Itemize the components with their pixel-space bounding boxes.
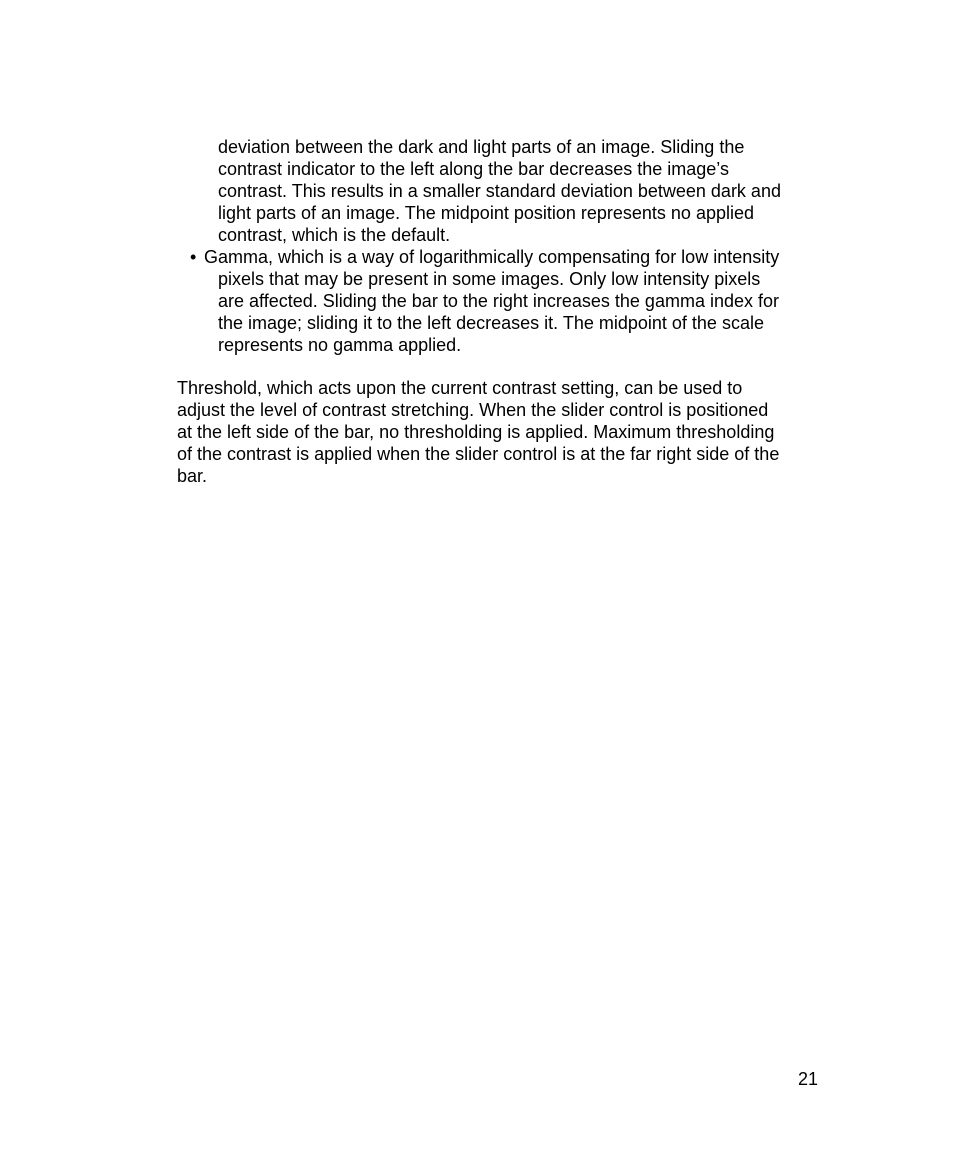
text-line: represents no gamma applied.: [218, 335, 462, 355]
text-line: deviation between the dark and light parts of an image. Sliding the: [218, 137, 745, 157]
text-line: contrast, which is the default.: [218, 225, 451, 245]
text-line: pixels that may be present in some images. Only low intensity pixels: [218, 269, 761, 289]
text-line: Threshold, which acts upon the current contrast setting, can be used to: [177, 378, 743, 398]
text-line: the image; sliding it to the left decreases it. The midpoint of the scale: [218, 313, 764, 333]
page-number: 21: [797, 1069, 818, 1089]
text-line: Gamma, which is a way of logarithmically compensating for low intensity: [204, 247, 780, 267]
text-line: are affected. Sliding the bar to the right increases the gamma index for: [218, 291, 779, 311]
text-line: of the contrast is applied when the slider control is at the far right side of the: [177, 444, 780, 464]
text-line: light parts of an image. The midpoint position represents no applied: [218, 203, 754, 223]
bullet-marker: •: [190, 247, 197, 267]
text-line: contrast. This results in a smaller standard deviation between dark and: [218, 181, 781, 201]
text-line: contrast indicator to the left along the bar decreases the image’s: [218, 159, 729, 179]
text-line: adjust the level of contrast stretching. When the slider control is positioned: [177, 400, 769, 420]
text-line: at the left side of the bar, no thresholding is applied. Maximum thresholding: [177, 422, 775, 442]
text-line: bar.: [177, 466, 208, 486]
